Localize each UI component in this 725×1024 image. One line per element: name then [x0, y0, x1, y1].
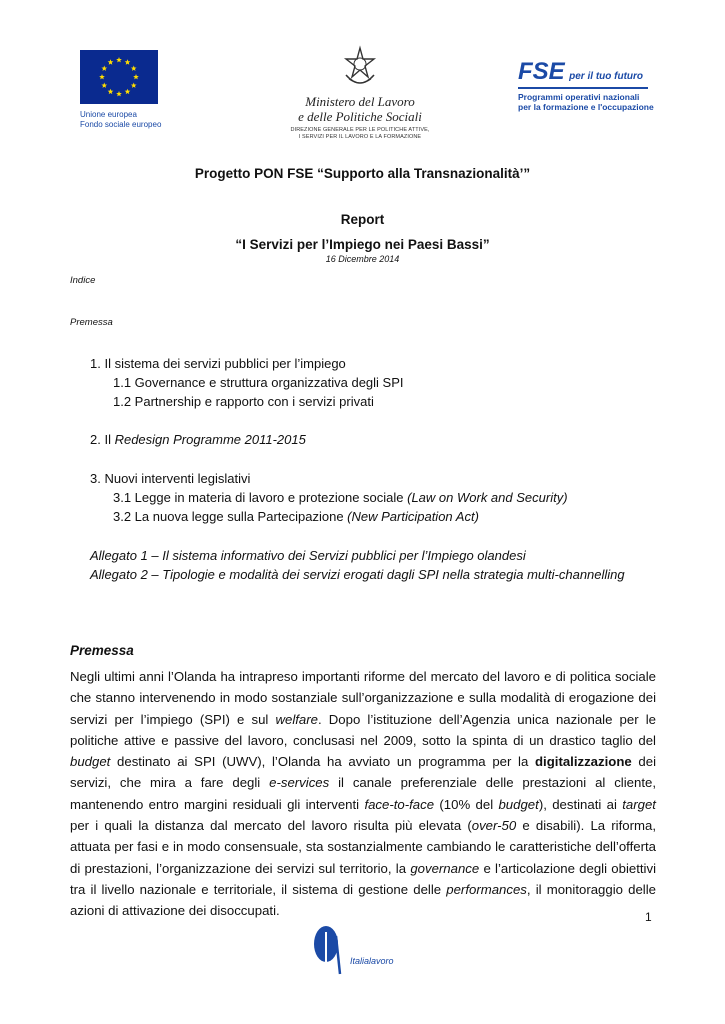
- eu-star-icon: [131, 66, 137, 71]
- eu-star-icon: [101, 83, 107, 88]
- ministry-dept-2: I SERVIZI PER IL LAVORO E LA FORMAZIONE: [298, 134, 422, 140]
- toc-item-3-1: [113, 489, 568, 507]
- para-text: target: [622, 796, 656, 812]
- para-text: per i quali la distanza dal mercato del lavoro risulta più elevata (: [70, 818, 472, 834]
- para-text: e disabili). La riforma, attuata per fasi e in modo consensuale, sta sostanzialmente cambiando le caratteristiche dell’offerta di prestazioni, l’organizzazione dei servizi sul territorio, la: [70, 818, 656, 876]
- toc-item-1-2: 1.2 Partnership e rapporto con i servizi privati: [113, 394, 374, 409]
- para-text: face-to-face: [364, 796, 435, 812]
- para-text: , il monitoraggio delle azioni di attivazione dei disoccupati.: [70, 881, 656, 919]
- fse-line-2: per la formazione e l'occupazione: [518, 102, 654, 112]
- para-text: over-50: [471, 818, 517, 834]
- toc-item-2: [90, 431, 306, 449]
- ministry-name-2: e delle Politiche Sociali: [298, 109, 422, 124]
- para-text: e-services: [269, 775, 330, 791]
- eu-star-icon: [131, 83, 137, 88]
- project-title: Progetto PON FSE “Supporto alla Transnazionalità’”: [194, 166, 531, 181]
- report-date: 16 Dicembre 2014: [325, 254, 400, 264]
- eu-star-icon: [99, 74, 105, 79]
- toc-item-1: 1. Il sistema dei servizi pubblici per l’impiego: [90, 356, 346, 371]
- eu-star-icon: [125, 59, 131, 64]
- para-text: . Dopo l’istituzione dell’Agenzia unica nazionale per le politiche attive e passive del lavoro, conclusasi nel 2009, sotto la spinta di un drastico taglio del: [70, 711, 656, 748]
- eu-fund-caption: Fondo sociale europeo: [80, 120, 162, 129]
- report-subtitle: “I Servizi per l’Impiego nei Paesi Bassi”: [235, 237, 490, 252]
- para-text: dei servizi, che mira a fare degli: [70, 754, 656, 791]
- eu-star-icon: [108, 89, 114, 94]
- para-text: governance: [410, 860, 480, 876]
- toc-item-2-prefix: 2. Il: [90, 432, 115, 447]
- fse-tagline: per il tuo futuro: [569, 71, 644, 82]
- page-number: 1: [645, 910, 652, 924]
- para-text: il canale preferenziale delle prestazioni al cliente, mantenendo entro margini residuali gli interventi: [70, 775, 657, 812]
- toc-item-2-title: Redesign Programme 2011-2015: [114, 432, 306, 447]
- para-text: performances: [446, 881, 527, 897]
- toc-item-3-1-en: (Law on Work and Security): [407, 490, 568, 505]
- fse-mark: FSE: [518, 58, 565, 85]
- ministry-dept: DIREZIONE GENERALE PER LE POLITICHE ATTIVE,: [290, 127, 430, 133]
- allegato-1: Allegato 1 – Il sistema informativo dei Servizi pubblici per l’Impiego olandesi: [90, 548, 526, 563]
- toc-item-1-1: 1.1 Governance e struttura organizzativa degli SPI: [113, 375, 404, 390]
- italialavoro-mark-icon: [310, 922, 350, 978]
- para-text: digitalizzazione: [535, 754, 632, 770]
- eu-flag-icon: [80, 50, 158, 104]
- para-text: ), destinati ai: [538, 796, 623, 812]
- fse-divider: [518, 87, 648, 89]
- premessa-heading: Premessa: [70, 643, 134, 658]
- toc-item-3: 3. Nuovi interventi legislativi: [90, 471, 251, 486]
- toc-item-3-2-label: 3.2 La nuova legge sulla Partecipazione: [113, 509, 348, 524]
- eu-star-icon: [108, 59, 114, 64]
- para-text: budget: [70, 754, 111, 770]
- index-label: Indice: [70, 275, 96, 286]
- para-text: destinato ai SPI (UWV), l’Olanda ha avviato un programma per la: [110, 754, 535, 770]
- report-heading: Report: [340, 212, 385, 227]
- para-text: Negli ultimi anni l’Olanda ha intrapreso importanti riforme del mercato del lavoro e di politica sociale che stanno intervenendo in modo sostanziale sull’organizzazione e sulla modalità di erogazione dei servizi per l’impiego (SPI) e sul: [70, 669, 656, 727]
- toc-item-3-1-label: 3.1 Legge in materia di lavoro e protezione sociale: [113, 490, 408, 505]
- eu-star-icon: [116, 91, 122, 96]
- para-text: budget: [498, 796, 539, 812]
- premessa-paragraph: [70, 666, 656, 922]
- para-text: welfare: [275, 711, 318, 727]
- eu-star-icon: [125, 89, 131, 94]
- fse-logo: [518, 60, 668, 112]
- eu-star-icon: [133, 74, 139, 79]
- para-text: (10% del: [434, 796, 499, 812]
- toc-item-3-2: [113, 508, 479, 526]
- italialavoro-text: Italialavoro: [350, 956, 394, 966]
- fse-line-1: Programmi operativi nazionali: [518, 92, 640, 102]
- para-text: e l’articolazione degli obiettivi tra il livello nazionale e territoriale, il sistema di gestione delle: [70, 860, 657, 897]
- eu-star-icon: [101, 66, 107, 71]
- eu-star-icon: [116, 57, 122, 62]
- eu-caption: Unione europea: [80, 110, 137, 119]
- italialavoro-logo: [310, 922, 430, 982]
- italian-emblem-icon: [340, 45, 380, 89]
- toc-item-3-2-en: (New Participation Act): [347, 509, 479, 524]
- eu-logo: [80, 50, 160, 130]
- index-premessa: Premessa: [70, 317, 113, 328]
- ministry-logo: [270, 45, 450, 141]
- allegato-2: Allegato 2 – Tipologie e modalità dei servizi erogati dagli SPI nella strategia multi-channelling: [90, 567, 625, 582]
- ministry-name: Ministero del Lavoro: [305, 94, 415, 109]
